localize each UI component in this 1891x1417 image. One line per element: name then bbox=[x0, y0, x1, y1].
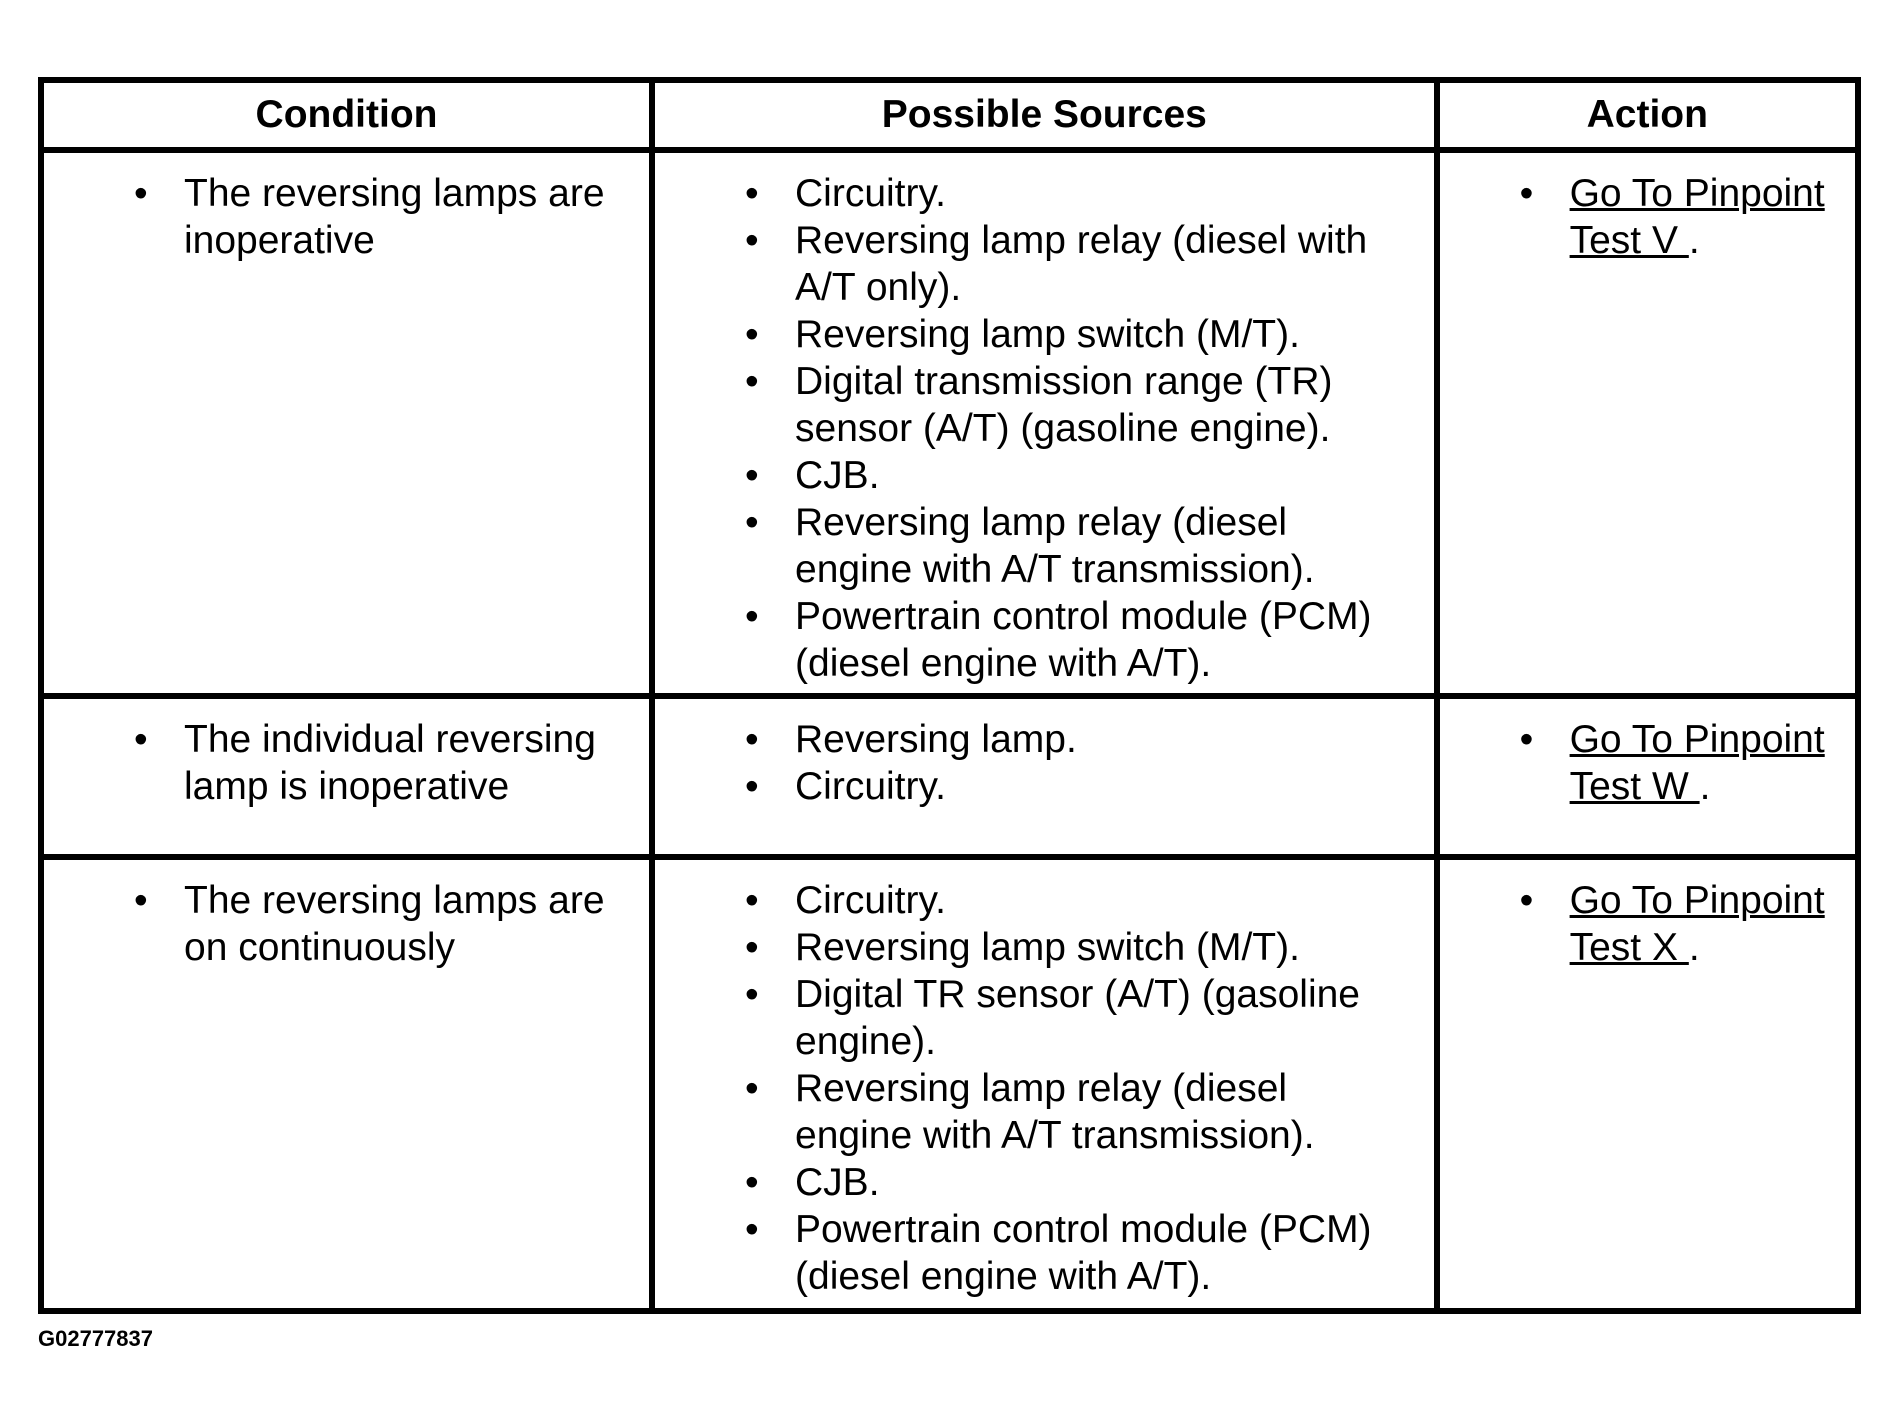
header-condition: Condition bbox=[41, 80, 652, 150]
source-text: Reversing lamp switch (M/T). bbox=[795, 926, 1300, 969]
bullet-icon: • bbox=[745, 219, 759, 262]
source-text: Reversing lamp. bbox=[795, 718, 1077, 761]
source-text: CJB. bbox=[795, 1161, 880, 1204]
source-text: Circuitry. bbox=[795, 879, 946, 922]
header-action: Action bbox=[1437, 80, 1858, 150]
action-cell bbox=[1437, 857, 1858, 1311]
pinpoint-test-x-link[interactable]: Go To Pinpoint Test X bbox=[1569, 879, 1825, 969]
table-row bbox=[41, 696, 1858, 857]
bullet-icon: • bbox=[134, 172, 148, 215]
bullet-icon: • bbox=[745, 973, 759, 1016]
bullet-icon: • bbox=[745, 1208, 759, 1251]
action-suffix: . bbox=[1688, 219, 1700, 262]
list-item bbox=[745, 452, 1414, 499]
list-item bbox=[745, 716, 1414, 763]
list-item bbox=[745, 971, 1414, 1065]
bullet-icon: • bbox=[745, 1067, 759, 1110]
bullet-icon: • bbox=[745, 501, 759, 544]
list-item bbox=[745, 217, 1414, 311]
action-cell bbox=[1437, 150, 1858, 696]
bullet-icon: • bbox=[745, 454, 759, 497]
action-cell bbox=[1437, 696, 1858, 857]
condition-cell bbox=[41, 696, 652, 857]
source-text: Reversing lamp relay (diesel engine with A/T transmission). bbox=[795, 501, 1315, 591]
list-item bbox=[1520, 877, 1835, 971]
bullet-icon: • bbox=[745, 765, 759, 808]
header-possible-sources: Possible Sources bbox=[652, 80, 1437, 150]
bullet-icon: • bbox=[745, 718, 759, 761]
list-item bbox=[745, 311, 1414, 358]
list-item bbox=[134, 877, 629, 971]
list-item bbox=[745, 1206, 1414, 1300]
list-item bbox=[1520, 716, 1835, 810]
condition-text: The reversing lamps are on continuously bbox=[184, 879, 605, 969]
list-item bbox=[745, 358, 1414, 452]
bullet-icon: • bbox=[1519, 718, 1534, 761]
source-text: Reversing lamp relay (diesel engine with A/T transmission). bbox=[795, 1067, 1315, 1157]
list-item bbox=[745, 170, 1414, 217]
sources-cell bbox=[652, 696, 1437, 857]
bullet-icon: • bbox=[745, 1161, 759, 1204]
list-item bbox=[745, 1065, 1414, 1159]
source-text: Digital transmission range (TR) sensor (A/T) (gasoline engine). bbox=[795, 360, 1333, 450]
bullet-icon: • bbox=[1519, 879, 1534, 922]
action-suffix: . bbox=[1688, 926, 1700, 969]
condition-cell bbox=[41, 857, 652, 1311]
source-text: Powertrain control module (PCM) (diesel engine with A/T). bbox=[795, 1208, 1372, 1298]
list-item bbox=[1520, 170, 1835, 264]
bullet-icon: • bbox=[134, 718, 148, 761]
bullet-icon: • bbox=[745, 879, 759, 922]
source-text: Reversing lamp switch (M/T). bbox=[795, 313, 1300, 356]
figure-id: G02777837 bbox=[38, 1326, 153, 1351]
bullet-icon: • bbox=[745, 172, 759, 215]
source-text: Circuitry. bbox=[795, 172, 946, 215]
source-text: Powertrain control module (PCM) (diesel engine with A/T). bbox=[795, 595, 1372, 685]
pinpoint-test-w-link[interactable]: Go To Pinpoint Test W bbox=[1569, 718, 1825, 808]
condition-text: The reversing lamps are inoperative bbox=[184, 172, 605, 262]
list-item bbox=[745, 763, 1414, 810]
list-item bbox=[745, 499, 1414, 593]
bullet-icon: • bbox=[745, 595, 759, 638]
sources-cell bbox=[652, 857, 1437, 1311]
action-suffix: . bbox=[1699, 765, 1711, 808]
bullet-icon: • bbox=[1519, 172, 1534, 215]
source-text: Digital TR sensor (A/T) (gasoline engine). bbox=[795, 973, 1360, 1063]
bullet-icon: • bbox=[134, 879, 148, 922]
list-item bbox=[745, 1159, 1414, 1206]
bullet-icon: • bbox=[745, 360, 759, 403]
source-text: Reversing lamp relay (diesel with A/T only). bbox=[795, 219, 1368, 309]
table-row bbox=[41, 150, 1858, 696]
list-item bbox=[134, 170, 629, 264]
bullet-icon: • bbox=[745, 926, 759, 969]
diagnosis-table bbox=[38, 77, 1861, 1314]
list-item bbox=[134, 716, 629, 810]
bullet-icon: • bbox=[745, 313, 759, 356]
list-item bbox=[745, 877, 1414, 924]
sources-cell bbox=[652, 150, 1437, 696]
header-row bbox=[41, 80, 1858, 150]
condition-text: The individual reversing lamp is inoperative bbox=[184, 718, 596, 808]
table-row bbox=[41, 857, 1858, 1311]
condition-cell bbox=[41, 150, 652, 696]
list-item bbox=[745, 924, 1414, 971]
pinpoint-test-v-link[interactable]: Go To Pinpoint Test V bbox=[1569, 172, 1825, 262]
source-text: CJB. bbox=[795, 454, 880, 497]
source-text: Circuitry. bbox=[795, 765, 946, 808]
list-item bbox=[745, 593, 1414, 687]
